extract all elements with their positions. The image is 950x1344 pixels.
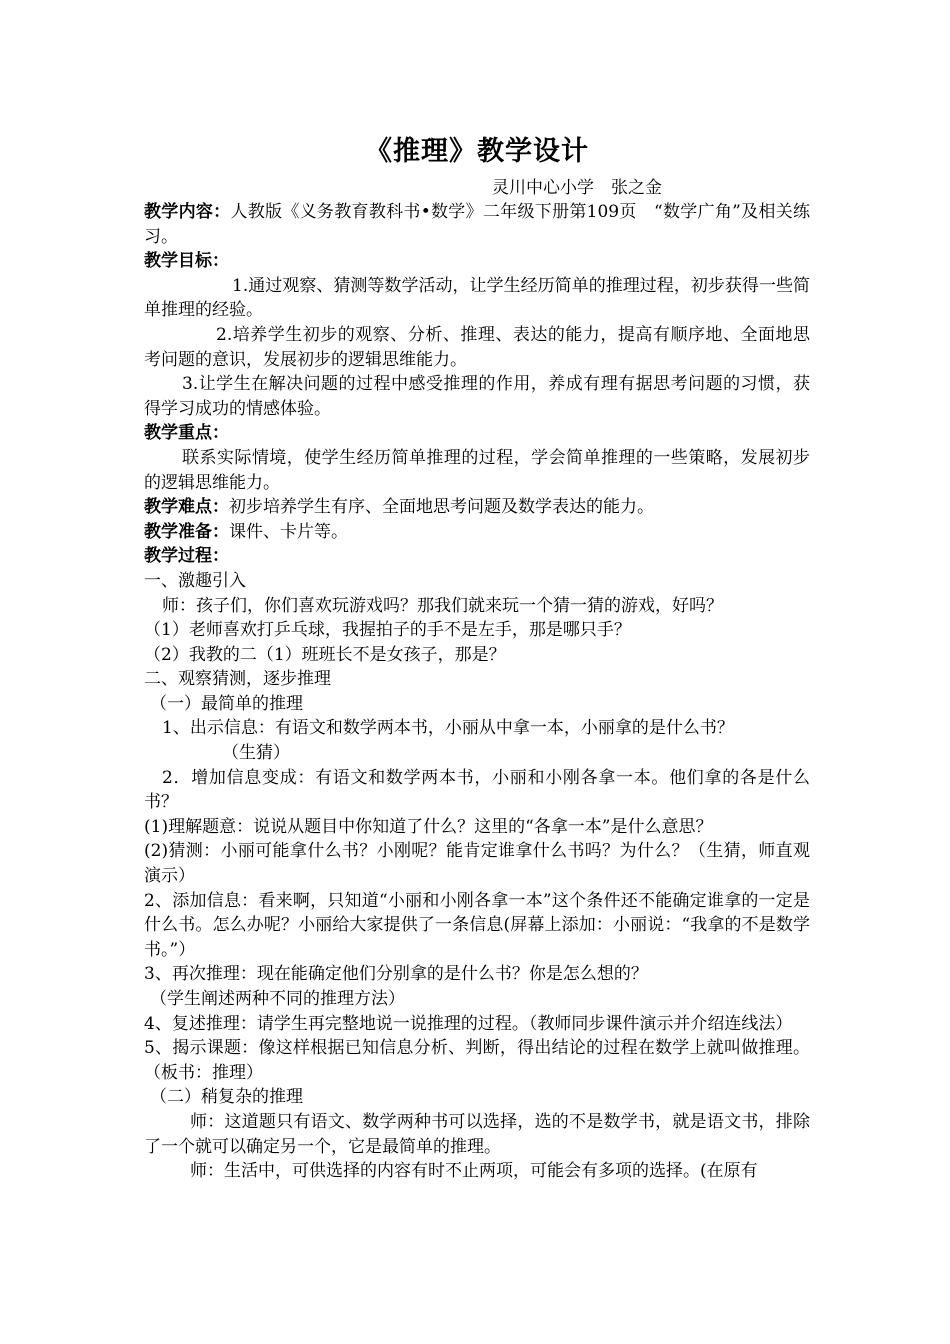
paragraph: （1）老师喜欢打乒乓球，我握拍子的手不是左手，那是哪只手？ <box>144 620 631 641</box>
prep-label: 教学准备： <box>144 521 229 542</box>
paragraph: 2．增加信息变成：有语文和数学两本书，小丽和小刚各拿一本。他们拿的各是什么书？ <box>144 767 810 813</box>
content-text: 人教版《义务教育教科书•数学》二年级下册第109页 “数学广角”及相关练习。 <box>144 202 810 247</box>
paragraph: 师：生活中，可供选择的内容有时不止两项，可能会有多项的选择。(在原有 <box>190 1161 758 1182</box>
paragraph: 3、再次推理：现在能确定他们分别拿的是什么书？你是怎么想的？ <box>144 964 648 985</box>
teaching-content <box>144 200 810 249</box>
paragraph: 5、揭示课题：像这样根据已知信息分析、判断，得出结论的过程在数学上就叫做推理。（板书：推理） <box>144 1038 810 1083</box>
subsection-heading: （二）稍复杂的推理 <box>150 1087 303 1108</box>
prep-text: 课件、卡片等。 <box>229 521 348 542</box>
section-1-heading: 一、激趣引入 <box>144 570 246 591</box>
document-title: 《推理》教学设计 <box>365 136 589 167</box>
paragraph: 1、出示信息：有语文和数学两本书，小丽从中拿一本，小丽拿的是什么书？ <box>162 718 734 739</box>
paragraph: （2）我教的二（1）班班长不是女孩子，那是？ <box>144 644 506 665</box>
goal-1: 1.通过观察、猜测等数学活动，让学生经历简单的推理过程，初步获得一些简单推理的经验。 <box>144 275 810 321</box>
subsection-heading: （一）最简单的推理 <box>150 693 303 714</box>
paragraph: （学生阐述两种不同的推理方法） <box>150 989 405 1009</box>
paragraph: 4、复述推理：请学生再完整地说一说推理的过程。（教师同步课件演示并介绍连线法） <box>144 1013 793 1034</box>
paragraph: 2、添加信息：看来啊，只知道“小丽和小刚各拿一本”这个条件还不能确定谁拿的一定是什么书。怎么办呢？小丽给大家提供了一条信息(屏幕上添加：小丽说：“我拿的不是数学书。”） <box>144 890 810 960</box>
section-2-heading: 二、观察猜测，逐步推理 <box>144 669 331 690</box>
document-page <box>144 132 810 1184</box>
goal-3: 3.让学生在解决问题的过程中感受推理的作用，养成有理有据思考问题的习惯，获得学习成功的情感体验。 <box>144 374 810 419</box>
paragraph: 师：孩子们，你们喜欢玩游戏吗？那我们就来玩一个猜一猜的游戏，好吗？ <box>162 595 723 616</box>
process-heading: 教学过程： <box>144 546 229 567</box>
paragraph: （生猜） <box>222 743 290 764</box>
paragraph: (1)理解题意：说说从题目中你知道了什么？这里的“各拿一本”是什么意思？ <box>144 816 713 837</box>
key-text: 联系实际情境，使学生经历简单推理的过程，学会简单推理的一些策略，发展初步的逻辑思维能力。 <box>144 447 810 493</box>
goals-heading: 教学目标： <box>144 251 229 272</box>
difficulty-label: 教学难点： <box>144 497 229 518</box>
difficulty-text: 初步培养学生有序、全面地思考问题及数学表达的能力。 <box>229 497 654 518</box>
teaching-difficulty <box>144 495 810 520</box>
content-label: 教学内容： <box>144 202 231 222</box>
author-line: 灵川中心小学 张之金 <box>492 178 662 198</box>
key-heading: 教学重点： <box>144 423 229 444</box>
paragraph: 师：这道题只有语文、数学两种书可以选择，选的不是数学书，就是语文书，排除了一个就可以确定另一个，它是最简单的推理。 <box>144 1111 810 1157</box>
paragraph: (2)猜测：小丽可能拿什么书？小刚呢？能肯定谁拿什么书吗？为什么？（生猜，师直观演示） <box>144 841 810 887</box>
goal-2: 2.培养学生初步的观察、分析、推理、表达的能力，提高有顺序地、全面地思考问题的意识，发展初步的逻辑思维能力。 <box>144 324 810 370</box>
teaching-preparation <box>144 520 810 545</box>
